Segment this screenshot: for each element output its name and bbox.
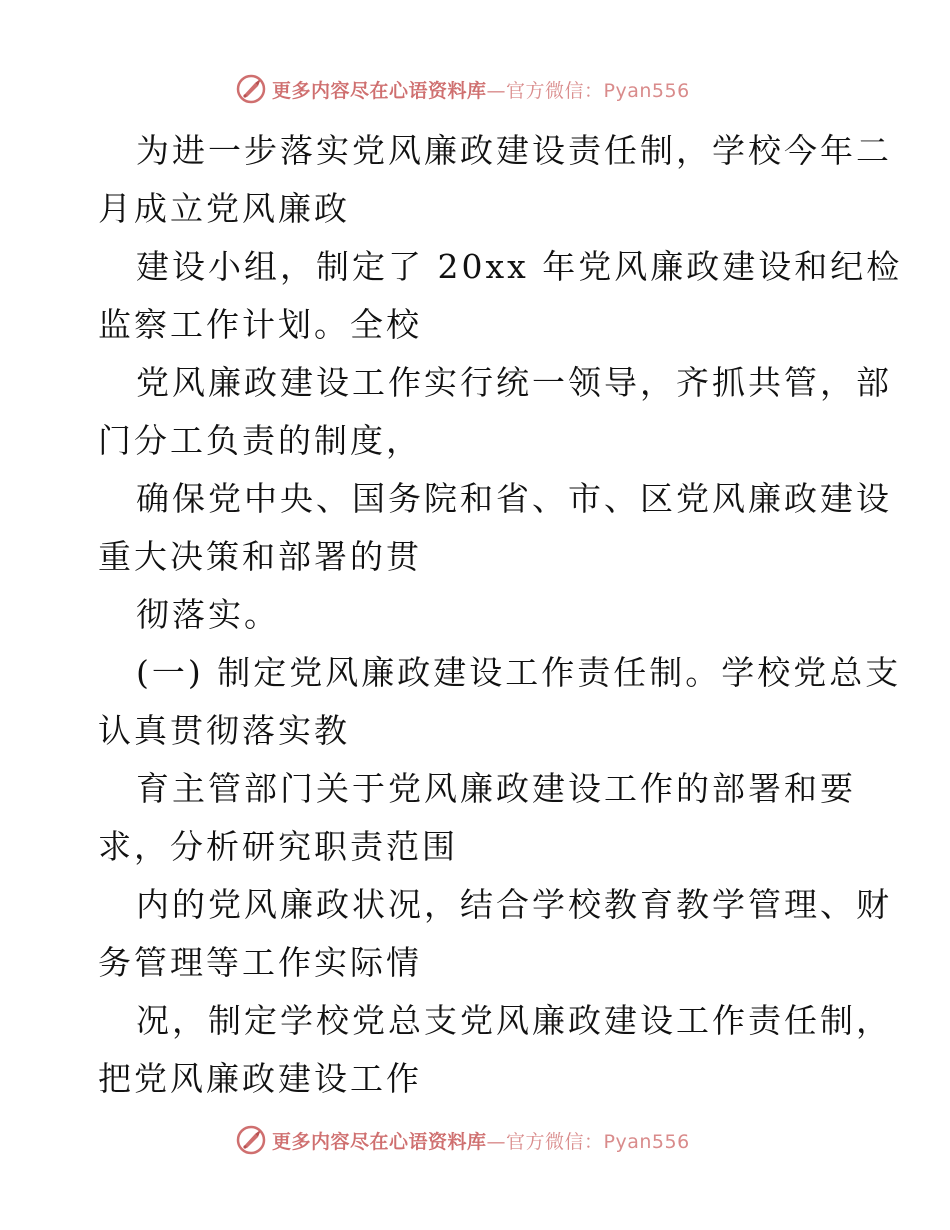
text-line: 监察工作计划。全校 (98, 305, 422, 344)
watermark-brand: 更多内容尽在心语资料库 (272, 79, 487, 102)
footer-watermark (236, 1123, 756, 1157)
text-line: 确保党中央、国务院和省、市、区党风廉政建设 (136, 479, 892, 518)
text-line: 建设小组，制定了 20xx 年党风廉政建设和纪检 (136, 247, 903, 286)
text-line: 党风廉政建设工作实行统一领导，齐抓共管，部 (136, 363, 892, 402)
text-line: 务管理等工作实际情 (98, 943, 422, 982)
text-line: 为进一步落实党风廉政建设责任制，学校今年二 (136, 131, 892, 170)
watermark-brand: 更多内容尽在心语资料库 (272, 1130, 487, 1153)
text-line: 求，分析研究职责范围 (98, 827, 458, 866)
text-line: 育主管部门关于党风廉政建设工作的部署和要 (136, 769, 856, 808)
header-watermark (236, 72, 756, 106)
text-line: 重大决策和部署的贯 (98, 537, 422, 576)
text-line: 认真贯彻落实教 (98, 711, 350, 750)
quill-seal-icon (236, 1125, 266, 1155)
quill-seal-icon (236, 74, 266, 104)
watermark-contact: —官方微信：Pyan556 (486, 1130, 690, 1153)
text-line: 况，制定学校党总支党风廉政建设工作责任制， (136, 1001, 892, 1040)
document-body (98, 122, 903, 1108)
watermark-contact: —官方微信：Pyan556 (486, 79, 690, 102)
text-line: 把党风廉政建设工作 (98, 1059, 422, 1098)
text-line: 内的党风廉政状况，结合学校教育教学管理、财 (136, 885, 892, 924)
text-line: 月成立党风廉政 (98, 189, 350, 228)
text-line: 彻落实。 (136, 595, 280, 634)
text-line: 门分工负责的制度， (98, 421, 422, 460)
text-line: (一) 制定党风廉政建设工作责任制。学校党总支 (136, 653, 902, 692)
